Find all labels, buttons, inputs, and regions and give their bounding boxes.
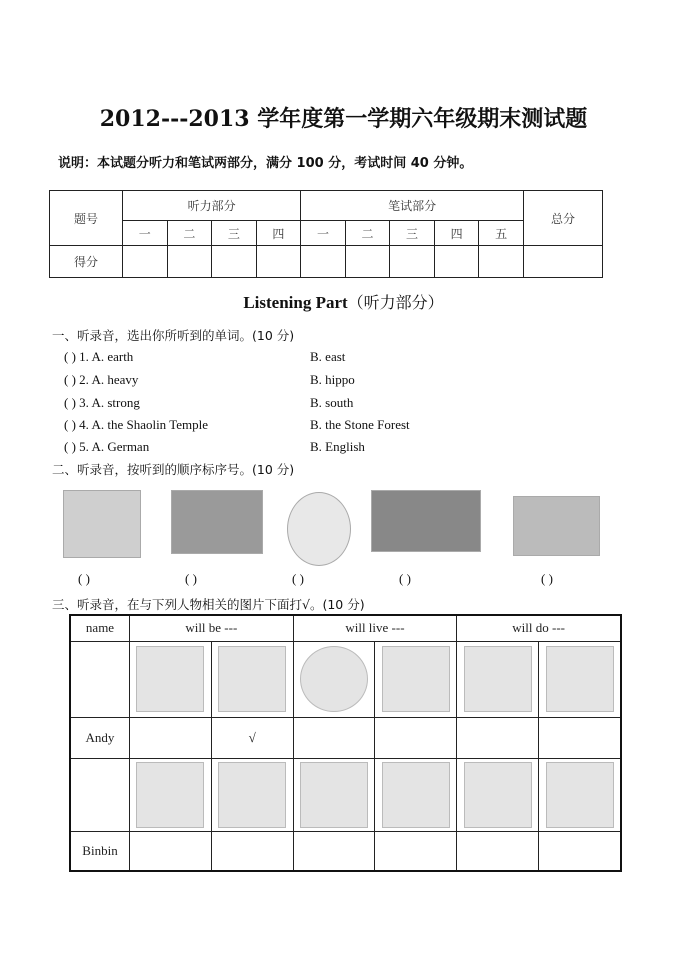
check-cell[interactable] (375, 831, 457, 871)
check-cell[interactable] (457, 831, 539, 871)
q2-b: B. hippo (310, 372, 355, 387)
score-cell[interactable] (212, 246, 257, 278)
answer-bracket[interactable]: ( ) (541, 571, 553, 586)
picture-cell (375, 641, 457, 717)
row-label: 得分 (50, 246, 123, 278)
section3-heading: 三、听录音，在与下列人物相关的图片下面打√。(10 分) (52, 597, 365, 612)
moon-house-image (382, 646, 450, 712)
picture-cell (539, 758, 621, 831)
picture-cell (130, 641, 212, 717)
pyramid-image (513, 496, 600, 556)
policeman-image (218, 762, 286, 828)
score-cell[interactable] (345, 246, 390, 278)
col: 五 (479, 221, 524, 246)
score-cell[interactable] (479, 246, 524, 278)
instructions: 说明：本试题分听力和笔试两部分，满分 100 分，考试时间 40 分钟。 (58, 156, 473, 171)
score-cell[interactable] (256, 246, 301, 278)
moon-planet-image (300, 646, 368, 712)
check-cell[interactable] (130, 717, 212, 758)
picture-cell (211, 758, 293, 831)
astronaut-image (218, 646, 286, 712)
score-cell[interactable] (434, 246, 479, 278)
col: 二 (167, 221, 212, 246)
answer-bracket[interactable]: ( ) (185, 571, 197, 586)
picture-cell (293, 641, 375, 717)
picture-cell (130, 758, 212, 831)
check-cell[interactable]: √ (211, 717, 293, 758)
col: 三 (212, 221, 257, 246)
q2-a: ( ) 2. A. heavy (64, 372, 139, 387)
check-cell[interactable] (293, 717, 375, 758)
name-andy: Andy (70, 717, 130, 758)
header-total: 总分 (524, 191, 603, 246)
picture-cell (211, 641, 293, 717)
diver-image (464, 762, 532, 828)
score-table (49, 190, 603, 278)
header-label: 题号 (50, 191, 123, 246)
score-cell[interactable] (123, 246, 168, 278)
header-name: name (70, 615, 130, 641)
ufo-image (546, 646, 614, 712)
chopsticks-food-image (371, 490, 481, 552)
col: 一 (123, 221, 168, 246)
name-binbin: Binbin (70, 831, 130, 871)
check-cell[interactable] (375, 717, 457, 758)
q5-b: B. English (310, 439, 365, 454)
check-cell[interactable] (293, 831, 375, 871)
col: 三 (390, 221, 435, 246)
answer-bracket[interactable]: ( ) (399, 571, 411, 586)
q3-b: B. south (310, 395, 354, 410)
header-will-live: will live --- (293, 615, 457, 641)
q1-b: B. east (310, 349, 346, 364)
check-cell[interactable] (539, 831, 621, 871)
gardener-image (546, 762, 614, 828)
check-cell[interactable] (457, 717, 539, 758)
answer-bracket[interactable]: ( ) (292, 571, 304, 586)
reindeer-image (287, 492, 351, 566)
listening-title: Listening Part (243, 293, 348, 312)
cloud-house-image (300, 762, 368, 828)
q4-b: B. the Stone Forest (310, 417, 410, 432)
header-will-do: will do --- (457, 615, 621, 641)
teacher-image (136, 646, 204, 712)
col: 四 (434, 221, 479, 246)
q3-a: ( ) 3. A. strong (64, 395, 140, 410)
section2-heading: 二、听录音，按听到的顺序标序号。(10 分) (52, 462, 295, 477)
ship-image (171, 490, 263, 554)
q1-a: ( ) 1. A. earth (64, 349, 134, 364)
q4-a: ( ) 4. A. the Shaolin Temple (64, 417, 208, 432)
section1-heading: 一、听录音，选出你所听到的单词。(10 分) (52, 328, 295, 343)
listening-title-cn: （听力部分） (347, 293, 444, 312)
col: 二 (345, 221, 390, 246)
ship-image (464, 646, 532, 712)
header-listening: 听力部分 (123, 191, 301, 221)
picture-cell (293, 758, 375, 831)
header-will-be: will be --- (130, 615, 294, 641)
check-cell[interactable] (130, 831, 212, 871)
q5-a: ( ) 5. A. German (64, 439, 150, 454)
check-cell[interactable] (539, 717, 621, 758)
header-written: 笔试部分 (301, 191, 524, 221)
picture-cell (539, 641, 621, 717)
page-title: 2012---2013 学年度第一学期六年级期末测试题 (99, 106, 588, 132)
col: 四 (256, 221, 301, 246)
col: 一 (301, 221, 346, 246)
score-cell[interactable] (301, 246, 346, 278)
check-cell[interactable] (211, 831, 293, 871)
penguins-image (63, 490, 141, 558)
score-cell[interactable] (524, 246, 603, 278)
picture-cell (457, 641, 539, 717)
people-table (69, 614, 622, 872)
answer-bracket[interactable]: ( ) (78, 571, 90, 586)
magician-image (136, 762, 204, 828)
picture-cell (457, 758, 539, 831)
score-cell[interactable] (390, 246, 435, 278)
sea-house-image (382, 762, 450, 828)
section-title (0, 290, 687, 313)
picture-cell (375, 758, 457, 831)
score-cell[interactable] (167, 246, 212, 278)
